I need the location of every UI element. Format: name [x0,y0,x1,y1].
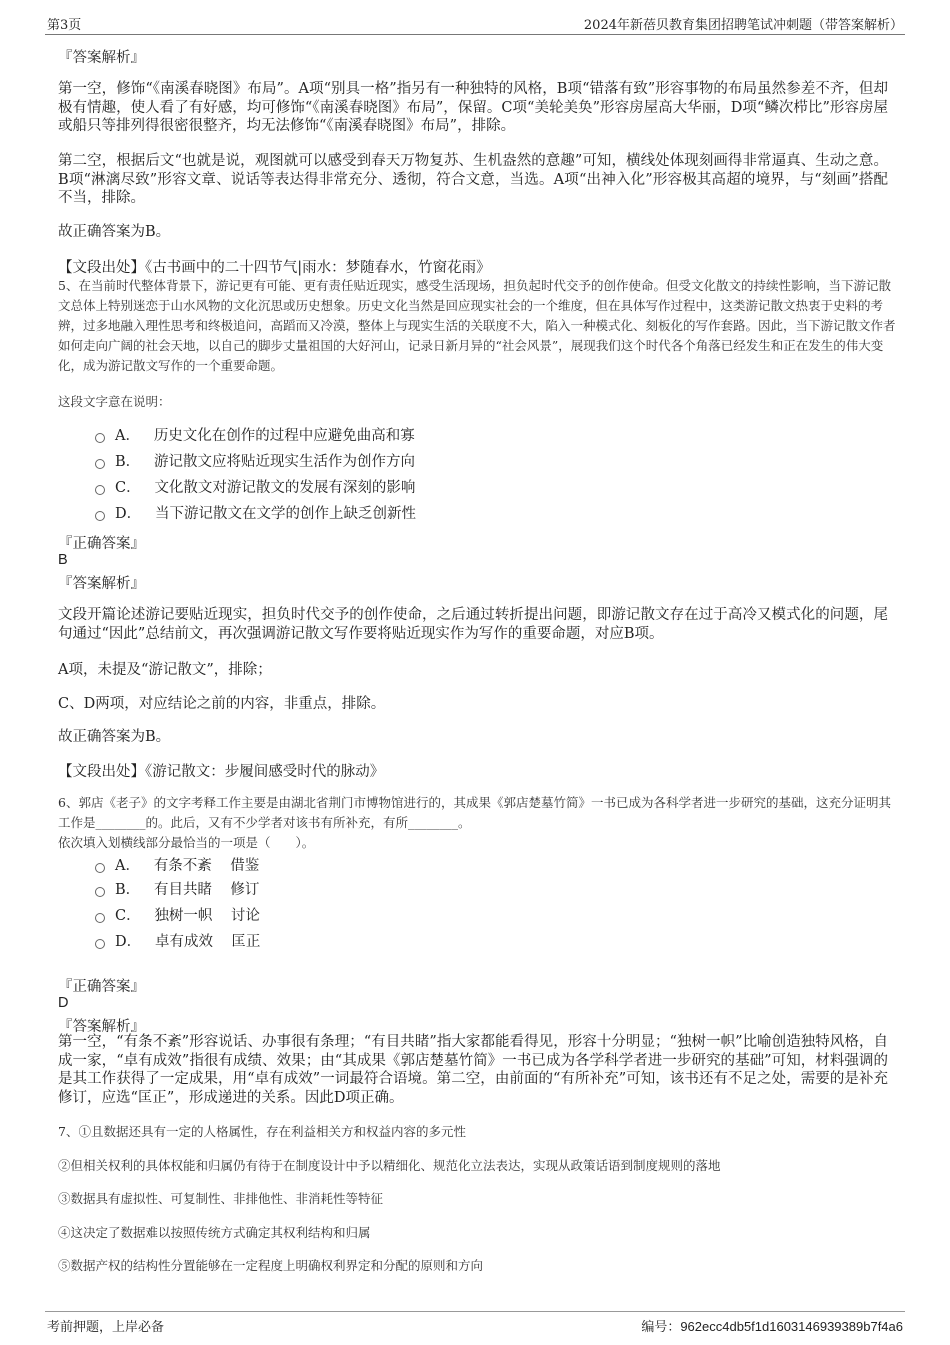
option-letter: A． [115,428,140,444]
radio-icon[interactable] [95,939,105,949]
question-7-sentence: ③数据具有虚拟性、可复制性、非排他性、非消耗性等特征 [58,1191,384,1206]
option-word-1: 有目共睹 [153,882,212,898]
option-text: 历史文化在创作的过程中应避免曲高和寡 [153,428,415,444]
answer-label: 『正确答案』 [58,979,145,995]
explain-label: 『答案解析』 [58,576,145,592]
option-letter: C． [115,908,141,924]
question-5-stem: 这段文字意在说明： [58,394,171,409]
option-text: 当下游记散文在文学的创作上缺乏创新性 [154,506,416,522]
option-d[interactable] [95,504,416,524]
code-value: 962ecc4db5f1d1603146939389b7f4a6 [680,1319,903,1334]
option-a[interactable] [95,426,415,446]
question-7-sentence: 7、①且数据还具有一定的人格属性，存在利益相关方和权益内容的多元性 [58,1124,466,1139]
question-6-stem: 依次填入划横线部分最恰当的一项是（ ）。 [58,835,315,850]
explain-paragraph: 文段开篇论述游记要贴近现实，担负时代交予的创作使命，之后通过转折提出问题，即游记散文存在过于高冷又模式化的问题，尾句通过“因此”总结前文，再次强调游记散文写作要将贴近现实作为写作的重要命题，对应B项。 [58,607,888,642]
option-a[interactable] [95,856,259,876]
option-word-2: 讨论 [230,908,260,924]
question-6-text: 6、郭店《老子》的文字考释工作主要是由湖北省荆门市博物馆进行的，其成果《郭店楚墓竹简》一书已成为各科学者进一步研究的基础，这充分证明其工作是________的。此后，又有不少学者对该书有所补充，有所________。 [58,795,891,830]
option-word-1: 卓有成效 [154,934,213,950]
radio-icon[interactable] [95,485,105,495]
correct-answer: B [58,552,68,568]
explain-paragraph: A项，未提及“游记散文”，排除； [58,662,272,678]
option-c[interactable] [95,906,260,926]
radio-icon[interactable] [95,887,105,897]
explain-paragraph: 第二空，根据后文“也就是说，观图就可以感受到春天万物复苏、生机盎然的意趣”可知，横线处体现刻画得非常逼真、生动之意。B项“淋漓尽致”形容文章、说话等表达得非常充分、透彻，符合文意，当选。A项“出神入化”形容极其高超的境界，与“刻画”搭配不当，排除。 [58,153,888,206]
option-letter: B． [115,454,141,470]
source-citation: 【文段出处】《古书画中的二十四节气|雨水：梦随春水，竹窗花雨》 [58,260,491,276]
radio-icon[interactable] [95,511,105,521]
page-number: 第3页 [47,18,82,33]
option-word-2: 匡正 [231,934,261,950]
correct-answer: D [58,995,69,1011]
conclusion: 故正确答案为B。 [58,224,171,240]
page-footer [45,1311,905,1335]
option-text: 游记散文应将贴近现实生活作为创作方向 [153,454,415,470]
document-code [641,1316,903,1335]
radio-icon[interactable] [95,913,105,923]
page-header [45,14,905,35]
option-word-2: 修订 [230,882,260,898]
explain-label: 『答案解析』 [58,50,145,66]
conclusion: 故正确答案为B。 [58,729,171,745]
option-word-1: 独树一帜 [154,908,213,924]
option-letter: D． [115,934,142,950]
option-word-2: 借鉴 [230,858,260,874]
question-5-text: 5、在当前时代整体背景下，游记更有可能、更有责任贴近现实，感受生活现场，担负起时代交予的创作使命。但受文化散文的持续性影响，当下游记散文总体上特别迷恋于山水风物的文化沉思或历史想象。历史文化当然是回应现实社会的一个维度，但在具体写作过程中，这类游记散文热衷于史料的考辨，过多地融入理性思考和终极追问，高蹈而又冷漠，整体上与现实生活的关联度不大，陷入一种模式化、刻板化的写作套路。因此，当下游记散文作者如何走向广阔的社会天地，以自己的脚步丈量祖国的大好河山，记录日新月异的“社会风景”，展现我们这个时代各个角落已经发生和正在发生的伟大变化，成为游记散文写作的一个重要命题。 [58,278,896,373]
footer-slogan: 考前押题，上岸必备 [47,1320,165,1335]
explain-paragraph: 第一空，“有条不紊”形容说话、办事很有条理；“有目共睹”指大家都能看得见，形容十分明显；“独树一帜”比喻创造独特风格，自成一家，“卓有成效”指很有成绩、效果；由“其成果《郭店楚墓竹简》一书已成为各学科学者进一步研究的基础”可知，材料强调的是其工作获得了一定成果，用“卓有成效”一词最符合语境。第二空，由前面的“有所补充”可知，该书还有不足之处，需要的是补充修订，应选“匡正”，形成递进的关系。因此D项正确。 [58,1034,888,1106]
option-letter: B． [115,882,141,898]
code-label: 编号： [641,1319,681,1334]
source-citation: 【文段出处】《游记散文：步履间感受时代的脉动》 [58,764,385,780]
option-letter: D． [115,506,142,522]
option-letter: A． [115,858,140,874]
answer-label: 『正确答案』 [58,536,145,552]
explain-paragraph: 第一空，修饰“《南溪春晓图》布局”。A项“别具一格”指另有一种独特的风格，B项“错落有致”形容事物的布局虽然参差不齐，但却极有情趣，使人看了有好感，均可修饰“《南溪春晓图》布局”，保留。C项“美轮美奂”形容房屋高大华丽，D项“鳞次栉比”形容房屋或船只等排列得很密很整齐，均无法修饰“《南溪春晓图》布局”，排除。 [58,81,888,134]
question-7-sentence: ④这决定了数据难以按照传统方式确定其权利结构和归属 [58,1225,371,1240]
option-c[interactable] [95,478,415,498]
option-text: 文化散文对游记散文的发展有深刻的影响 [154,480,416,496]
option-b[interactable] [95,880,259,900]
option-d[interactable] [95,932,260,952]
option-word-1: 有条不紊 [153,858,212,874]
explain-paragraph: C、D两项，对应结论之前的内容，非重点，排除。 [58,696,386,712]
radio-icon[interactable] [95,433,105,443]
radio-icon[interactable] [95,459,105,469]
document-title: 2024年新蓓贝教育集团招聘笔试冲刺题（带答案解析） [583,18,903,33]
option-letter: C． [115,480,141,496]
question-7-sentence: ②但相关权利的具体权能和归属仍有待于在制度设计中予以精细化、规范化立法表达，实现从政策话语到制度规则的落地 [58,1158,721,1173]
question-7-sentence: ⑤数据产权的结构性分置能够在一定程度上明确权利界定和分配的原则和方向 [58,1258,484,1273]
radio-icon[interactable] [95,863,105,873]
explain-label: 『答案解析』 [58,1019,145,1035]
option-b[interactable] [95,452,415,472]
